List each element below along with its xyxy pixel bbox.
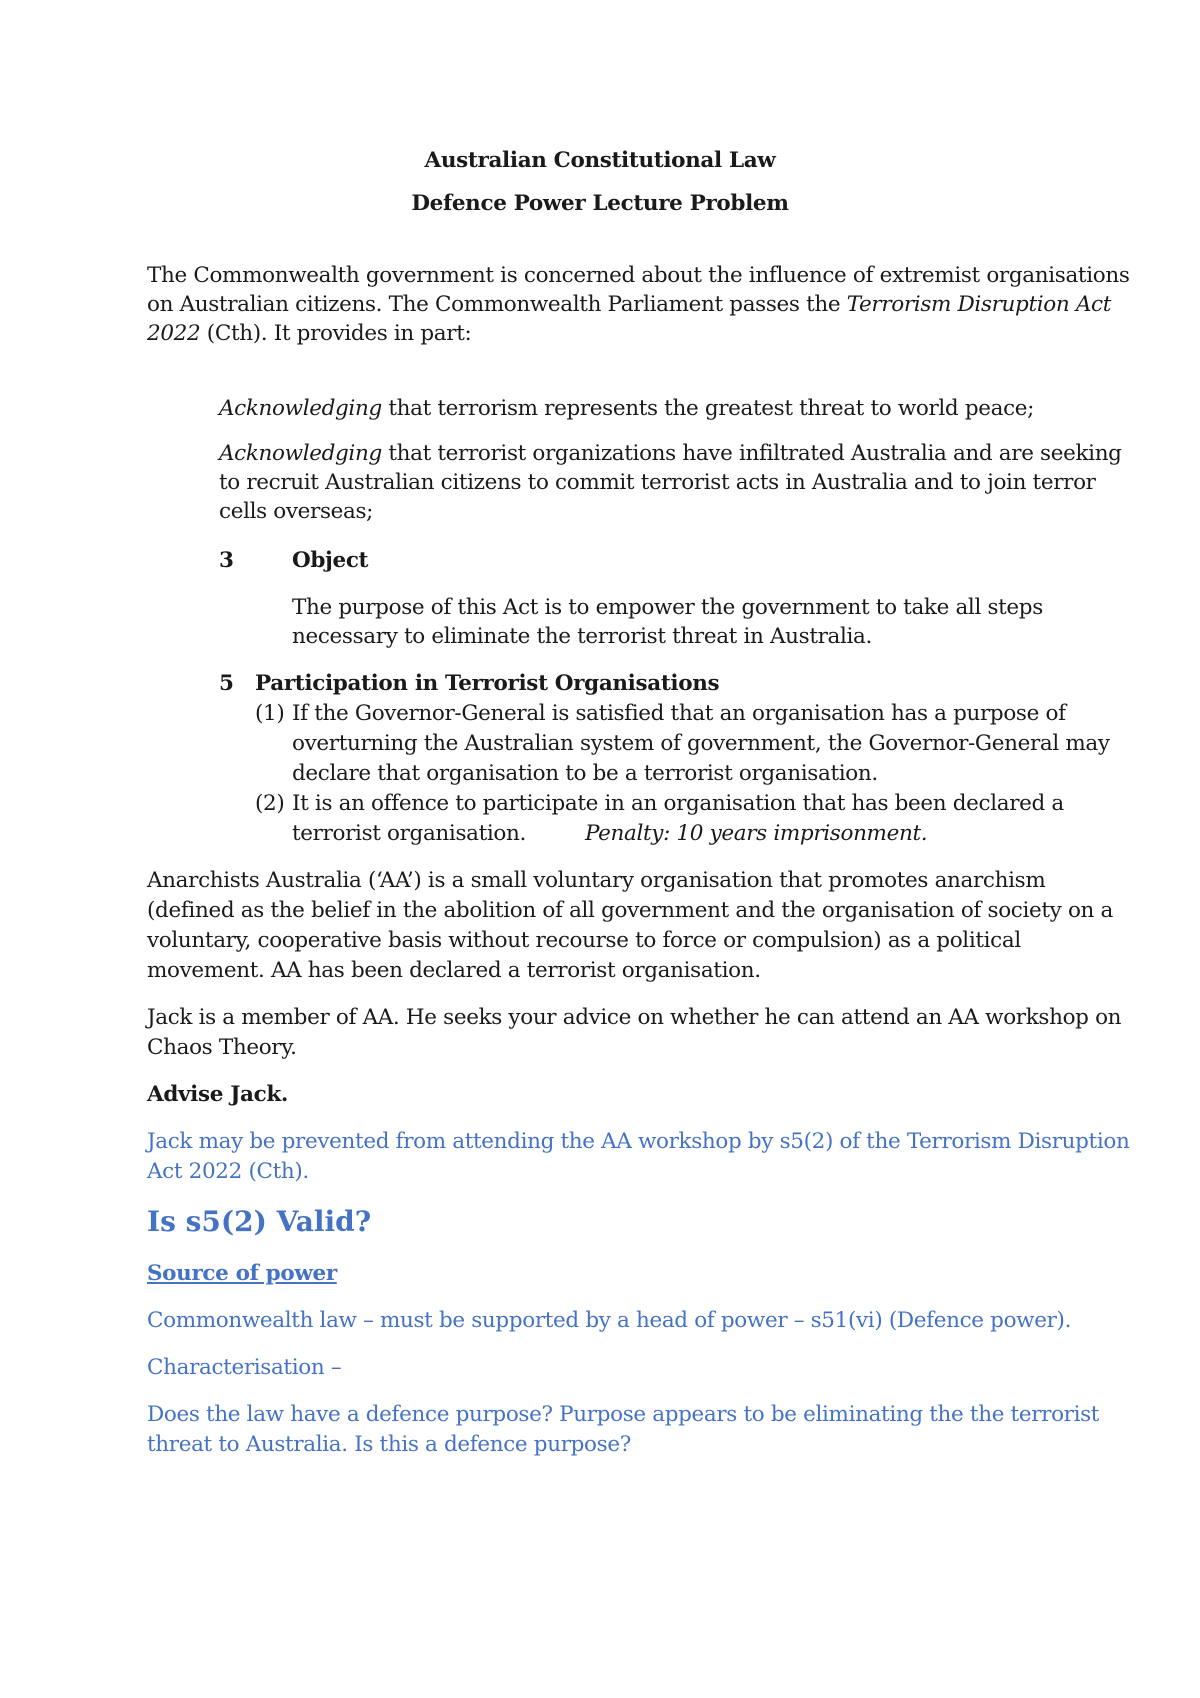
facts-line-2: (defined as the belief in the abolition of all government and the organisation of society on a	[147, 898, 1114, 923]
penalty-text: Penalty: 10 years imprisonment.	[585, 821, 928, 846]
intro-line-3: 2022 (Cth). It provides in part:	[147, 321, 472, 346]
page-title: Australian Constitutional Law	[424, 148, 776, 173]
characterisation-text: Characterisation –	[147, 1355, 342, 1380]
section-5-heading: Participation in Terrorist Organisations	[255, 671, 720, 696]
facts-line-4: movement. AA has been declared a terrorist organisation.	[147, 958, 761, 983]
preamble-para-2-line-3: cells overseas;	[219, 499, 374, 524]
section-5-sub-1-label: (1)	[255, 701, 285, 726]
section-5-number: 5	[219, 671, 234, 696]
defence-purpose-line-1: Does the law have a defence purpose? Purpose appears to be eliminating the the terrorist	[147, 1402, 1100, 1427]
jack-line-2: Chaos Theory.	[147, 1035, 297, 1060]
page-subtitle: Defence Power Lecture Problem	[411, 191, 789, 216]
head-of-power-text: Commonwealth law – must be supported by a head of power – s51(vi) (Defence power).	[147, 1308, 1072, 1333]
answer-line-1: Jack may be prevented from attending the AA workshop by s5(2) of the Terrorism Disruption	[147, 1129, 1130, 1154]
section-5-sub-1-line-3: declare that organisation to be a terrorist organisation.	[292, 761, 878, 786]
preamble-para-1: Acknowledging that terrorism represents the greatest threat to world peace;	[219, 396, 1035, 421]
section-5-sub-1-line-2: overturning the Australian system of government, the Governor-General may	[292, 731, 1110, 756]
section-3-heading: Object	[292, 548, 369, 573]
section-3-line-2: necessary to eliminate the terrorist threat in Australia.	[292, 624, 873, 649]
jack-line-1: Jack is a member of AA. He seeks your advice on whether he can attend an AA workshop on	[147, 1005, 1122, 1030]
intro-line-1: The Commonwealth government is concerned about the influence of extremist organisations	[147, 263, 1130, 288]
act-year: 2022	[147, 321, 201, 346]
preamble-para-2-line-2: to recruit Australian citizens to commit terrorist acts in Australia and to join terror	[219, 470, 1096, 495]
section-5-sub-2-line-1: It is an offence to participate in an organisation that has been declared a	[292, 791, 1064, 816]
source-of-power-heading: Source of power	[147, 1261, 337, 1286]
section-5-sub-2-line-2: terrorist organisation.	[292, 821, 526, 846]
preamble-para-2-line-1: Acknowledging that terrorist organizations have infiltrated Australia and are seeking	[219, 441, 1122, 466]
intro-line-2: on Australian citizens. The Commonwealth Parliament passes the Terrorism Disruption Act	[147, 292, 1112, 317]
act-name: Terrorism Disruption Act	[846, 292, 1112, 317]
validity-heading: Is s5(2) Valid?	[147, 1205, 372, 1238]
answer-line-2: Act 2022 (Cth).	[147, 1159, 309, 1184]
defence-purpose-line-2: threat to Australia. Is this a defence purpose?	[147, 1432, 631, 1457]
advise-instruction: Advise Jack.	[147, 1082, 289, 1107]
facts-line-1: Anarchists Australia (‘AA’) is a small voluntary organisation that promotes anarchism	[147, 868, 1046, 893]
section-3-number: 3	[219, 548, 234, 573]
section-5-sub-1-line-1: If the Governor-General is satisfied that an organisation has a purpose of	[292, 701, 1066, 726]
section-3-line-1: The purpose of this Act is to empower the government to take all steps	[292, 595, 1043, 620]
facts-line-3: voluntary, cooperative basis without recourse to force or compulsion) as a political	[147, 928, 1021, 953]
section-5-sub-2-label: (2)	[255, 791, 285, 816]
